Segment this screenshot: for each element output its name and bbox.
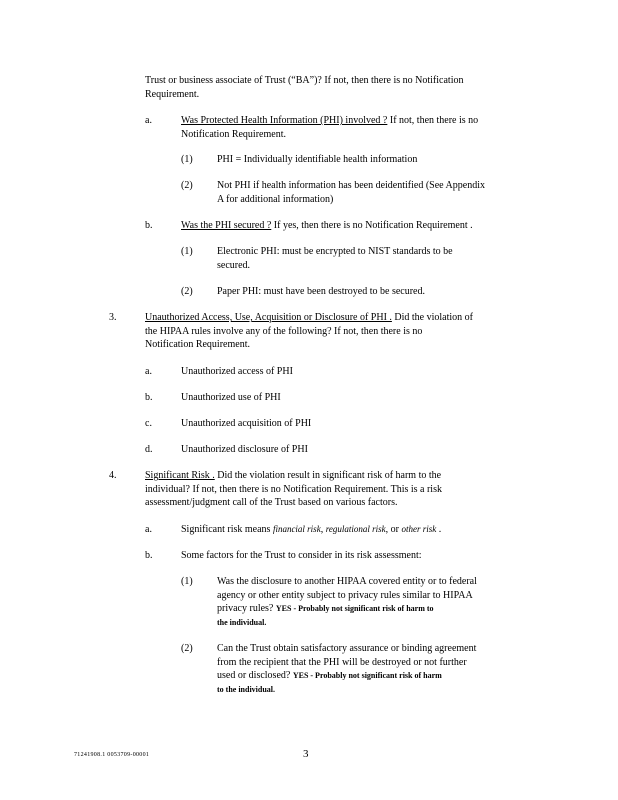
- item-a2-num: (2): [181, 180, 193, 191]
- section-4b-text: Some factors for the Trust to consider in its risk assessment:: [181, 550, 422, 561]
- section-3-num: 3.: [109, 312, 117, 323]
- section-4b1-text: [217, 575, 543, 629]
- item-b-title: Was the PHI secured ?: [181, 220, 272, 231]
- section-4a-text: [181, 523, 543, 537]
- section-4b2-line-1: Can the Trust obtain satisfactory assurance or binding agreement: [217, 643, 477, 654]
- item-a-rest: If not, then there is no: [387, 115, 479, 126]
- footer-document-id: 71241908.1 0053709-00001: [74, 752, 150, 758]
- section-4b2-line-2: from the recipient that the PHI will be destroyed or not further: [217, 656, 467, 668]
- section-4a-end: .: [436, 524, 442, 535]
- section-4b-label: b.: [145, 550, 153, 561]
- item-b-label: b.: [145, 220, 153, 231]
- item-a1-num: (1): [181, 154, 193, 165]
- section-4-line-2: individual? If not, then there is no Notification Requirement. This is a risk: [145, 483, 442, 495]
- item-a2-text: [217, 179, 543, 206]
- section-3-text: [145, 311, 543, 352]
- item-b-text: [181, 219, 543, 233]
- item-a-title: Was Protected Health Information (PHI) involved ?: [181, 115, 388, 126]
- item-a2-line-2: A for additional information): [217, 193, 334, 205]
- section-4b1-line-1: Was the disclosure to another HIPAA covered entity or to federal: [217, 576, 477, 587]
- section-4-num: 4.: [109, 470, 117, 481]
- section-4b2-answer-2: to the individual.: [217, 684, 276, 694]
- section-4a-sep-2: , or: [385, 524, 402, 535]
- item-a1-text: PHI = Individually identifiable health information: [217, 154, 418, 165]
- section-3d-text: Unauthorized disclosure of PHI: [181, 444, 308, 455]
- intro-paragraph: [145, 74, 535, 101]
- item-b-rest: If yes, then there is no Notification Requirement .: [271, 220, 473, 231]
- section-3d-label: d.: [145, 444, 153, 455]
- item-a-line-2: Notification Requirement.: [181, 128, 286, 140]
- item-b1-text: [217, 245, 543, 272]
- section-3a-label: a.: [145, 366, 152, 377]
- section-4a-sep-1: ,: [320, 524, 326, 535]
- section-4a-financial: financial risk: [272, 524, 321, 534]
- item-b1-line-1: Electronic PHI: must be encrypted to NIST standards to be: [217, 246, 453, 257]
- section-3b-text: Unauthorized use of PHI: [181, 392, 281, 403]
- item-b2-num: (2): [181, 286, 193, 297]
- section-4b2-text: [217, 642, 543, 696]
- item-a-label: a.: [145, 115, 152, 126]
- section-4a-label: a.: [145, 524, 152, 535]
- section-4a-regulational: regulational risk: [325, 524, 386, 534]
- section-4b2-answer: YES - Probably not significant risk of harm: [292, 671, 442, 680]
- section-4b1-line-3: privacy rules?: [217, 603, 274, 614]
- section-4b1-line-2: agency or other entity subject to privacy rules similar to HIPAA: [217, 589, 473, 601]
- section-3c-label: c.: [145, 418, 152, 429]
- section-4-rest: Did the violation result in significant risk of harm to the: [214, 470, 442, 481]
- section-4b2-line-3: used or disclosed?: [217, 670, 291, 681]
- section-4b2-num: (2): [181, 643, 193, 654]
- section-3b-label: b.: [145, 392, 153, 403]
- item-a2-line-1: Not PHI if health information has been deidentified (See Appendix: [217, 180, 485, 191]
- section-3-line-2: the HIPAA rules involve any of the following? If not, then there is no: [145, 325, 423, 337]
- section-4a-pre: Significant risk means: [181, 524, 273, 535]
- section-3-title: Unauthorized Access, Use, Acquisition or Disclosure of PHI .: [145, 312, 392, 323]
- item-b1-num: (1): [181, 246, 193, 257]
- page-number: 3: [303, 748, 309, 760]
- section-4b1-answer: YES - Probably not significant risk of harm to: [275, 604, 434, 613]
- item-a-text: [181, 114, 543, 141]
- section-4-text: [145, 469, 543, 510]
- section-3c-text: Unauthorized acquisition of PHI: [181, 418, 312, 429]
- item-b2-text: Paper PHI: must have been destroyed to be secured.: [217, 286, 425, 297]
- intro-line-1: Trust or business associate of Trust (“BA”)? If not, then there is no Notification: [145, 75, 464, 86]
- section-4a-other: other risk: [401, 524, 437, 534]
- section-3-line-3: Notification Requirement.: [145, 339, 250, 350]
- intro-line-2: Requirement.: [145, 88, 200, 100]
- section-3-rest: Did the violation of: [391, 312, 474, 323]
- section-3a-text: Unauthorized access of PHI: [181, 366, 293, 377]
- section-4-line-3: assessment/judgment call of the Trust based on various factors.: [145, 497, 398, 508]
- section-4b1-answer-2: the individual.: [217, 617, 267, 627]
- section-4b1-num: (1): [181, 576, 193, 587]
- item-b1-line-2: secured.: [217, 259, 251, 271]
- section-4-title: Significant Risk .: [145, 470, 215, 481]
